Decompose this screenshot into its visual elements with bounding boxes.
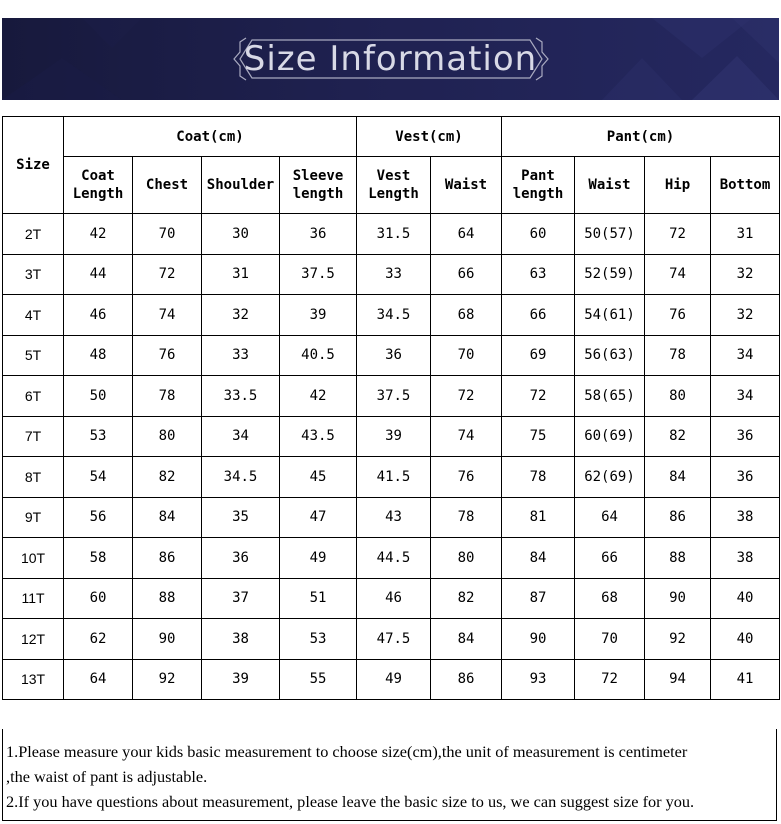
measurement-cell: 49 <box>280 538 357 579</box>
size-cell: 10T <box>3 538 64 579</box>
table-body <box>3 214 780 700</box>
measurement-cell: 64 <box>64 659 133 700</box>
measurement-cell: 38 <box>711 497 780 538</box>
size-cell: 11T <box>3 578 64 619</box>
measurement-cell: 60 <box>64 578 133 619</box>
size-cell: 13T <box>3 659 64 700</box>
measurement-cell: 58(65) <box>575 376 645 417</box>
measurement-cell: 40 <box>711 619 780 660</box>
measurement-cell: 74 <box>133 295 202 336</box>
measurement-cell: 49 <box>357 659 431 700</box>
measurement-cell: 80 <box>645 376 711 417</box>
column-header: Vest Length <box>357 157 431 214</box>
measurement-cell: 81 <box>502 497 575 538</box>
table-row <box>3 295 780 336</box>
measurement-cell: 86 <box>645 497 711 538</box>
measurement-cell: 30 <box>202 214 280 255</box>
measurement-cell: 82 <box>133 457 202 498</box>
measurement-cell: 48 <box>64 335 133 376</box>
measurement-cell: 34 <box>202 416 280 457</box>
measurement-cell: 58 <box>64 538 133 579</box>
size-header: Size <box>3 117 64 214</box>
table-row <box>3 659 780 700</box>
measurement-cell: 84 <box>645 457 711 498</box>
measurement-cell: 51 <box>280 578 357 619</box>
coat-group-header: Coat(cm) <box>64 117 357 157</box>
measurement-cell: 68 <box>431 295 502 336</box>
measurement-cell: 76 <box>133 335 202 376</box>
pant-group-header: Pant(cm) <box>502 117 780 157</box>
measurement-cell: 39 <box>280 295 357 336</box>
measurement-cell: 47 <box>280 497 357 538</box>
measurement-cell: 72 <box>502 376 575 417</box>
measurement-cell: 70 <box>575 619 645 660</box>
measurement-cell: 38 <box>202 619 280 660</box>
measurement-cell: 32 <box>711 295 780 336</box>
measurement-cell: 69 <box>502 335 575 376</box>
measurement-cell: 72 <box>431 376 502 417</box>
measurement-cell: 68 <box>575 578 645 619</box>
measurement-cell: 92 <box>645 619 711 660</box>
measurement-cell: 94 <box>645 659 711 700</box>
measurement-cell: 66 <box>502 295 575 336</box>
column-header: Sleeve length <box>280 157 357 214</box>
measurement-cell: 54 <box>64 457 133 498</box>
column-header: Coat Length <box>64 157 133 214</box>
measurement-cell: 74 <box>645 254 711 295</box>
measurement-cell: 41.5 <box>357 457 431 498</box>
measurement-cell: 54(61) <box>575 295 645 336</box>
column-header: Chest <box>133 157 202 214</box>
measurement-cell: 63 <box>502 254 575 295</box>
measurement-cell: 88 <box>133 578 202 619</box>
measurement-cell: 44 <box>64 254 133 295</box>
table-row <box>3 457 780 498</box>
measurement-cell: 74 <box>431 416 502 457</box>
table-row <box>3 619 780 660</box>
column-header: Hip <box>645 157 711 214</box>
table-row <box>3 578 780 619</box>
measurement-cell: 66 <box>431 254 502 295</box>
measurement-cell: 76 <box>431 457 502 498</box>
measurement-cell: 34.5 <box>202 457 280 498</box>
vest-group-header: Vest(cm) <box>357 117 502 157</box>
measurement-cell: 72 <box>575 659 645 700</box>
size-cell: 3T <box>3 254 64 295</box>
measurement-cell: 75 <box>502 416 575 457</box>
size-cell: 12T <box>3 619 64 660</box>
measurement-cell: 50(57) <box>575 214 645 255</box>
measurement-cell: 35 <box>202 497 280 538</box>
column-header: Waist <box>431 157 502 214</box>
measurement-cell: 72 <box>133 254 202 295</box>
measurement-cell: 90 <box>645 578 711 619</box>
measurement-cell: 70 <box>431 335 502 376</box>
measurement-cell: 56(63) <box>575 335 645 376</box>
measurement-cell: 32 <box>202 295 280 336</box>
measurement-cell: 41 <box>711 659 780 700</box>
measurement-cell: 44.5 <box>357 538 431 579</box>
measurement-cell: 31 <box>202 254 280 295</box>
column-header: Waist <box>575 157 645 214</box>
measurement-cell: 43.5 <box>280 416 357 457</box>
measurement-cell: 76 <box>645 295 711 336</box>
measurement-cell: 62(69) <box>575 457 645 498</box>
measurement-cell: 34.5 <box>357 295 431 336</box>
measurement-cell: 64 <box>575 497 645 538</box>
size-cell: 9T <box>3 497 64 538</box>
measurement-cell: 53 <box>64 416 133 457</box>
measurement-cell: 36 <box>711 416 780 457</box>
measurement-cell: 70 <box>133 214 202 255</box>
measurement-cell: 84 <box>502 538 575 579</box>
measurement-cell: 90 <box>133 619 202 660</box>
table-row <box>3 416 780 457</box>
measurement-cell: 53 <box>280 619 357 660</box>
note-line-1: 1.Please measure your kids basic measurement to choose size(cm),the unit of measurement is centimeter <box>6 742 688 761</box>
measurement-cell: 84 <box>431 619 502 660</box>
note-line-3: 2.If you have questions about measurement, please leave the basic size to us, we can suggest size for you. <box>6 792 695 811</box>
measurement-cell: 36 <box>202 538 280 579</box>
measurement-cell: 78 <box>645 335 711 376</box>
measurement-cell: 78 <box>431 497 502 538</box>
measurement-cell: 36 <box>711 457 780 498</box>
size-cell: 2T <box>3 214 64 255</box>
measurement-cell: 82 <box>431 578 502 619</box>
measurement-cell: 34 <box>711 335 780 376</box>
measurement-cell: 55 <box>280 659 357 700</box>
table-row <box>3 376 780 417</box>
measurement-cell: 60(69) <box>575 416 645 457</box>
size-cell: 4T <box>3 295 64 336</box>
measurement-cell: 87 <box>502 578 575 619</box>
measurement-cell: 60 <box>502 214 575 255</box>
measurement-cell: 38 <box>711 538 780 579</box>
measurement-cell: 80 <box>133 416 202 457</box>
banner <box>0 0 781 104</box>
measurement-cell: 31 <box>711 214 780 255</box>
measurement-cell: 42 <box>64 214 133 255</box>
measurement-cell: 37 <box>202 578 280 619</box>
measurement-cell: 39 <box>357 416 431 457</box>
measurement-cell: 40.5 <box>280 335 357 376</box>
notes <box>2 729 777 821</box>
banner-background <box>2 18 779 100</box>
measurement-cell: 40 <box>711 578 780 619</box>
page-title: Size Information <box>243 39 538 79</box>
table-row <box>3 335 780 376</box>
table-row <box>3 254 780 295</box>
measurement-cell: 66 <box>575 538 645 579</box>
measurement-cell: 46 <box>64 295 133 336</box>
measurement-cell: 64 <box>431 214 502 255</box>
measurement-cell: 93 <box>502 659 575 700</box>
measurement-cell: 31.5 <box>357 214 431 255</box>
size-cell: 8T <box>3 457 64 498</box>
measurement-cell: 36 <box>357 335 431 376</box>
group-header-row <box>3 117 780 157</box>
measurement-cell: 43 <box>357 497 431 538</box>
measurement-cell: 82 <box>645 416 711 457</box>
column-header: Bottom <box>711 157 780 214</box>
measurement-cell: 33 <box>202 335 280 376</box>
note-line-2: ,the waist of pant is adjustable. <box>6 767 208 786</box>
measurement-cell: 90 <box>502 619 575 660</box>
measurement-cell: 45 <box>280 457 357 498</box>
measurement-cell: 47.5 <box>357 619 431 660</box>
size-cell: 6T <box>3 376 64 417</box>
measurement-cell: 62 <box>64 619 133 660</box>
measurement-cell: 37.5 <box>280 254 357 295</box>
size-cell: 7T <box>3 416 64 457</box>
measurement-cell: 78 <box>502 457 575 498</box>
measurement-cell: 46 <box>357 578 431 619</box>
measurement-cell: 39 <box>202 659 280 700</box>
measurement-cell: 36 <box>280 214 357 255</box>
measurement-cell: 33 <box>357 254 431 295</box>
table-row <box>3 214 780 255</box>
measurement-cell: 37.5 <box>357 376 431 417</box>
measurement-cell: 42 <box>280 376 357 417</box>
measurement-cell: 52(59) <box>575 254 645 295</box>
measurement-cell: 88 <box>645 538 711 579</box>
measurement-cell: 50 <box>64 376 133 417</box>
table-row <box>3 497 780 538</box>
column-header: Pant length <box>502 157 575 214</box>
measurement-cell: 56 <box>64 497 133 538</box>
measurement-cell: 84 <box>133 497 202 538</box>
measurement-cell: 80 <box>431 538 502 579</box>
column-header-row <box>3 157 780 214</box>
table-row <box>3 538 780 579</box>
column-header: Shoulder <box>202 157 280 214</box>
measurement-cell: 33.5 <box>202 376 280 417</box>
size-cell: 5T <box>3 335 64 376</box>
measurement-cell: 32 <box>711 254 780 295</box>
measurement-cell: 34 <box>711 376 780 417</box>
size-chart-table <box>2 116 780 700</box>
measurement-cell: 72 <box>645 214 711 255</box>
measurement-cell: 86 <box>133 538 202 579</box>
measurement-cell: 78 <box>133 376 202 417</box>
measurement-cell: 86 <box>431 659 502 700</box>
measurement-cell: 92 <box>133 659 202 700</box>
